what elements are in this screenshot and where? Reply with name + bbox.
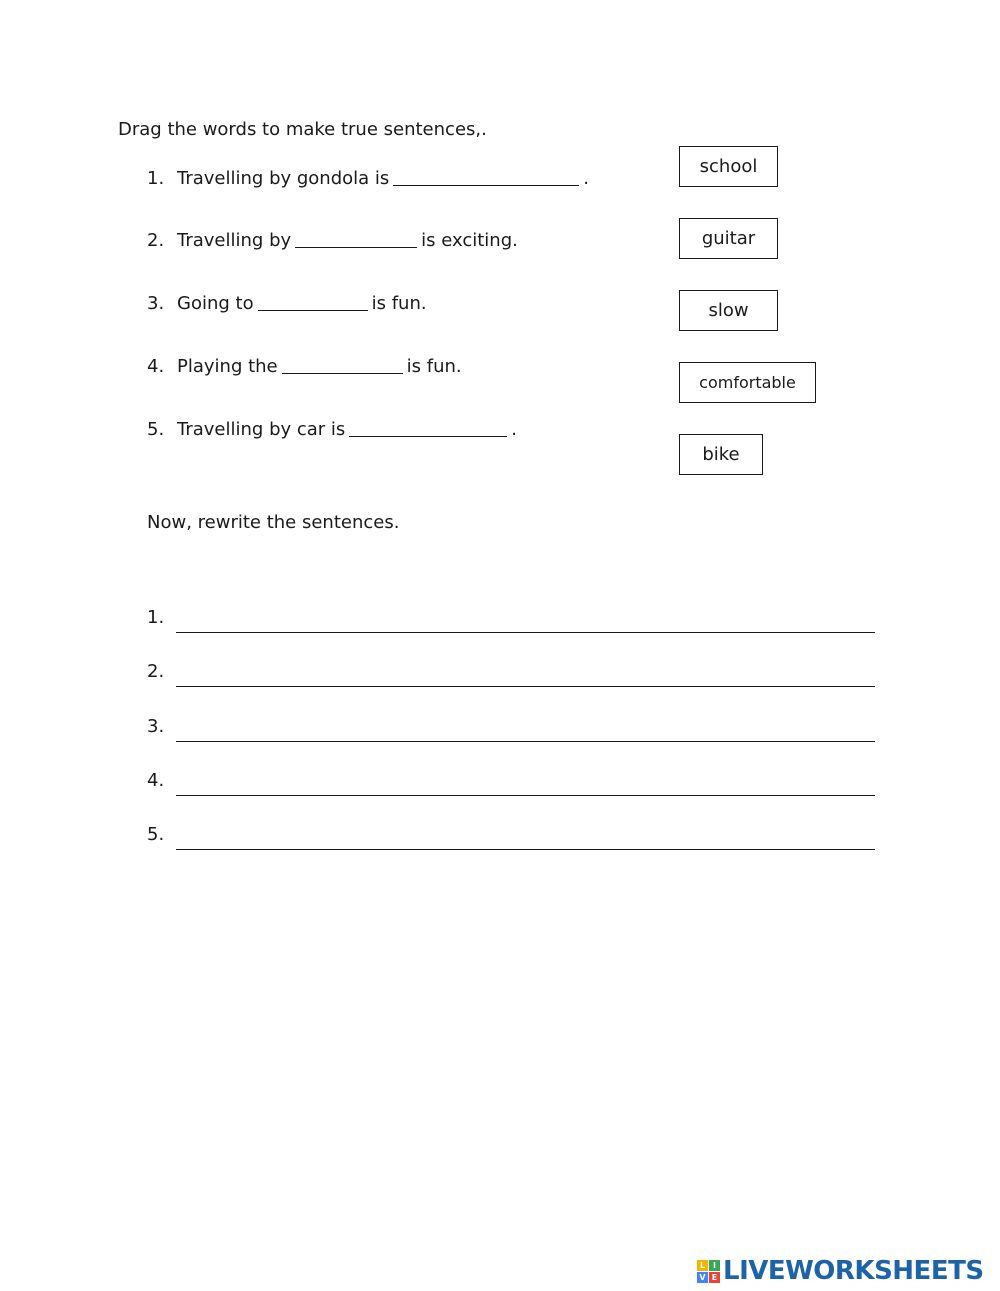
logo-text: LIVEWORKSHEETS [723,1256,984,1286]
logo-block: V [697,1272,708,1283]
rewrite-line-5 [147,824,875,850]
sentence-1 [147,168,589,189]
drop-blank[interactable] [258,309,368,311]
sentence-text-before: Playing the [177,356,278,377]
writing-line [176,849,875,850]
sentence-text-after: is exciting. [421,230,518,251]
logo-block: E [709,1272,720,1283]
line-number: 3. [147,716,165,737]
sentence-text-before: Going to [177,293,254,314]
sentence-text-before: Travelling by [177,230,292,251]
sentence-number: 4. [147,356,165,377]
rewrite-title: Now, rewrite the sentences. [147,512,400,533]
line-number: 2. [147,661,165,682]
logo-blocks-icon [697,1260,720,1283]
rewrite-line-3 [147,716,875,742]
rewrite-input-5[interactable] [176,822,875,846]
sentence-text-after: is fun. [406,356,462,377]
rewrite-input-4[interactable] [176,768,875,792]
sentence-number: 2. [147,230,165,251]
sentence-number: 1. [147,168,165,189]
word-tile-comfortable[interactable]: comfortable [679,362,816,403]
drop-blank[interactable] [349,435,507,437]
sentence-2 [147,230,518,251]
writing-line [176,795,875,796]
word-tile-bike[interactable]: bike [679,434,763,475]
writing-line [176,632,875,633]
logo-block: L [697,1260,708,1271]
sentence-number: 5. [147,419,165,440]
line-number: 1. [147,607,165,628]
drop-blank[interactable] [282,372,403,374]
sentence-text-after: . [583,168,590,189]
liveworksheets-logo [697,1256,984,1286]
sentence-number: 3. [147,293,165,314]
rewrite-line-4 [147,770,875,796]
sentence-4 [147,356,462,377]
instruction-text: Drag the words to make true sentences,. [118,119,487,140]
drop-blank[interactable] [393,184,579,186]
rewrite-input-1[interactable] [176,605,875,629]
sentence-text-before: Travelling by car is [177,419,346,440]
line-number: 5. [147,824,165,845]
rewrite-input-3[interactable] [176,714,875,738]
sentence-text-after: is fun. [371,293,427,314]
sentence-text-before: Travelling by gondola is [177,168,390,189]
rewrite-line-1 [147,607,875,633]
word-tile-school[interactable]: school [679,146,778,187]
sentence-text-after: . [511,419,518,440]
writing-line [176,686,875,687]
word-tile-slow[interactable]: slow [679,290,778,331]
line-number: 4. [147,770,165,791]
rewrite-line-2 [147,661,875,687]
sentence-3 [147,293,427,314]
sentence-5 [147,419,517,440]
word-tile-guitar[interactable]: guitar [679,218,778,259]
rewrite-input-2[interactable] [176,659,875,683]
drop-blank[interactable] [295,246,417,248]
writing-line [176,741,875,742]
logo-block: I [709,1260,720,1271]
